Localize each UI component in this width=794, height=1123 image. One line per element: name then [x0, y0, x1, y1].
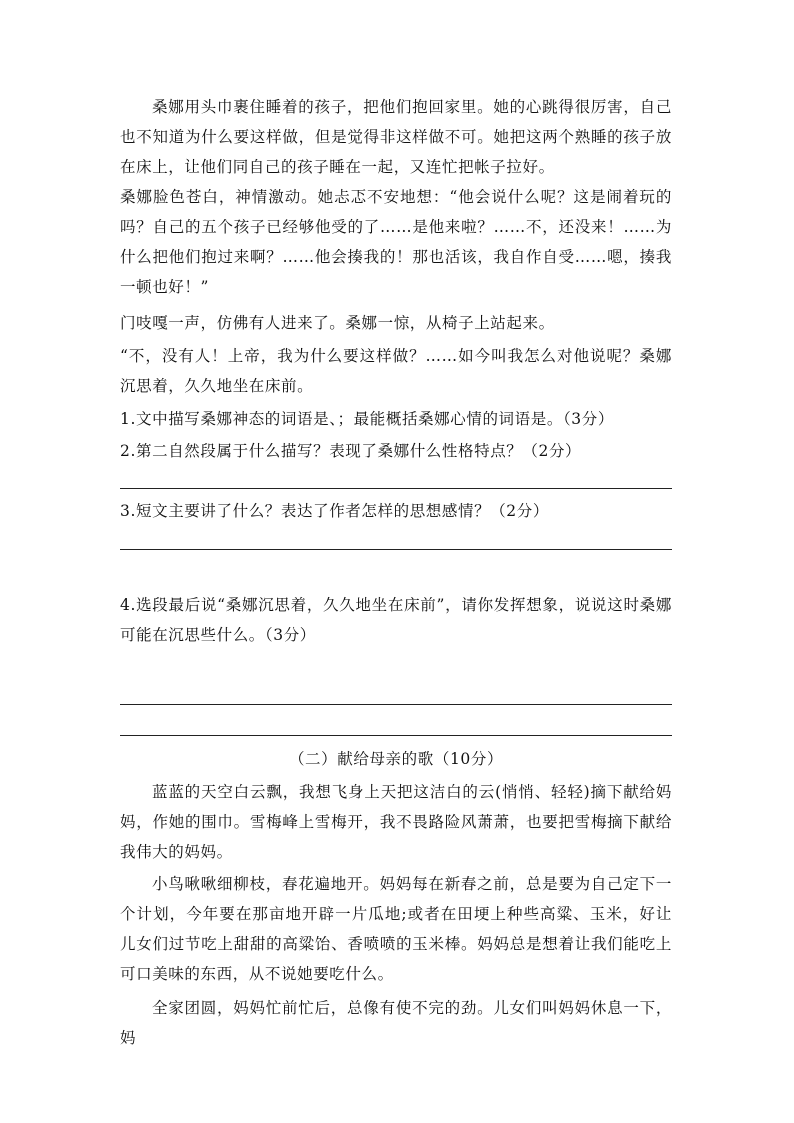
passage1-paragraph-3: 门吱嘎一声，仿佛有人进来了。桑娜一惊，从椅子上站起来。	[120, 314, 555, 332]
question-3: 3.短文主要讲了什么？表达了作者怎样的思想感情？（2分）	[120, 502, 549, 520]
passage1-paragraph-4: “不，没有人！上帝，我为什么要这样做？……如今叫我怎么对他说呢？桑娜沉思着，久久地坐在床前。	[120, 347, 672, 395]
answer-line-q4-1	[120, 704, 672, 705]
passage2-paragraph-3: 全家团圆，妈妈忙前忙后，总像有使不完的劲。儿女们叫妈妈休息一下，妈	[120, 999, 672, 1047]
passage1-paragraph-2: 桑娜脸色苍白，神情激动。她忐忑不安地想：“他会说什么呢？这是闹着玩的吗？自己的五个孩子已经够他受的了……是他来啦？……不，还没来！……为什么把他们抱过来啊？……他会揍我的！那也活该，我自作自受……嗯，揍我一顿也好！”	[120, 188, 672, 296]
answer-line-q3	[120, 549, 672, 550]
answer-line-q2	[120, 488, 672, 489]
question-2: 2.第二自然段属于什么描写？表现了桑娜什么性格特点？（2分）	[120, 442, 582, 460]
question-4: 4.选段最后说“桑娜沉思着，久久地坐在床前”，请你发挥想象，说说这时桑娜可能在沉思些什么。（3分）	[120, 596, 672, 644]
question-1: 1.文中描写桑娜神态的词语是、；最能概括桑娜心情的词语是。（3分）	[120, 410, 614, 428]
answer-line-q4-2	[120, 735, 672, 736]
passage2-paragraph-2: 小鸟啾啾细柳枝，春花遍地开。妈妈每在新春之前，总是要为自己定下一个计划，今年要在那亩地开辟一片瓜地;或者在田埂上种些高粱、玉米，好让儿女们过节吃上甜甜的高粱饴、香喷喷的玉米棒。妈妈总是想着让我们能吃上可口美味的东西，从不说她要吃什么。	[120, 875, 672, 983]
passage1-paragraph-1: 桑娜用头巾裹住睡着的孩子，把他们抱回家里。她的心跳得很厉害，自己也不知道为什么要这样做，但是觉得非这样做不可。她把这两个熟睡的孩子放在床上，让他们同自己的孩子睡在一起，又连忙把帐子拉好。	[120, 98, 672, 176]
passage2-title: （二）献给母亲的歌（10分）	[288, 750, 504, 768]
passage2-paragraph-1: 蓝蓝的天空白云飘，我想飞身上天把这洁白的云(悄悄、轻轻)摘下献给妈妈，作她的围巾。雪梅峰上雪梅开，我不畏路险风萧萧，也要把雪梅摘下献给我伟大的妈妈。	[120, 783, 672, 861]
